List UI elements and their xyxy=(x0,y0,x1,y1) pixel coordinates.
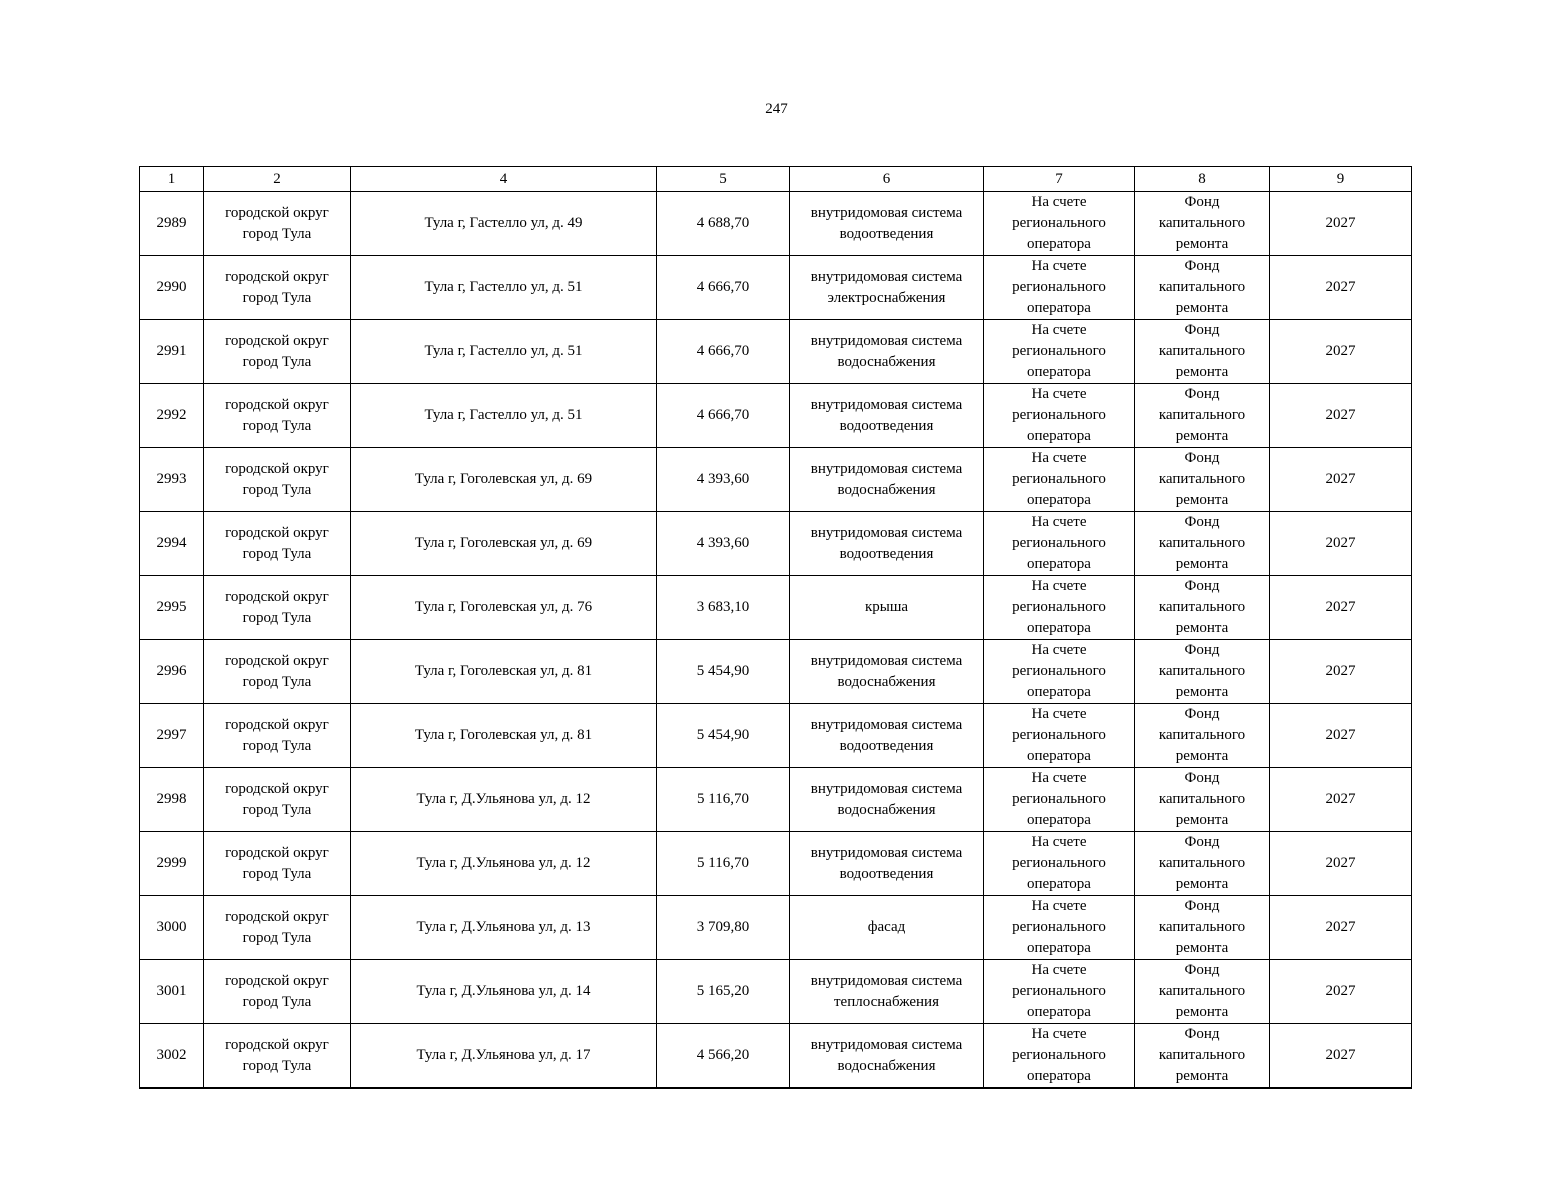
work-type-cell-line: внутридомовая система xyxy=(810,972,963,989)
fund-cell xyxy=(1135,896,1270,960)
work-type-cell xyxy=(790,512,984,576)
column-header: 2 xyxy=(204,167,351,192)
address-cell: Тула г, Гастелло ул, д. 51 xyxy=(351,384,657,448)
year-cell: 2027 xyxy=(1270,832,1412,896)
table-row xyxy=(140,384,1412,448)
area-cell: 4 393,60 xyxy=(657,512,790,576)
fund-cell xyxy=(1135,448,1270,512)
account-cell-line: регионального xyxy=(1012,535,1106,551)
account-cell-line: регионального xyxy=(1012,791,1106,807)
fund-cell-line: Фонд xyxy=(1184,962,1220,978)
work-type-cell-line: внутридомовая система xyxy=(810,780,963,797)
row-number: 2996 xyxy=(140,640,204,704)
work-type-cell-line: крыша xyxy=(864,599,909,615)
municipality-cell xyxy=(204,704,351,768)
year-cell: 2027 xyxy=(1270,256,1412,320)
work-type-cell xyxy=(790,192,984,256)
fund-cell-line: Фонд xyxy=(1184,450,1220,466)
account-cell-line: оператора xyxy=(1027,748,1091,764)
municipality-cell xyxy=(204,896,351,960)
fund-cell-line: капитального xyxy=(1158,791,1246,807)
area-cell: 3 709,80 xyxy=(657,896,790,960)
account-cell-line: На счете xyxy=(1031,514,1087,530)
account-cell-line: оператора xyxy=(1027,492,1091,508)
work-type-cell xyxy=(790,768,984,832)
fund-cell-line: капитального xyxy=(1158,855,1246,871)
fund-cell-line: ремонта xyxy=(1175,620,1229,636)
fund-cell-line: Фонд xyxy=(1184,1026,1220,1042)
area-cell: 5 454,90 xyxy=(657,640,790,704)
fund-cell-line: ремонта xyxy=(1175,556,1229,572)
municipality-cell-line: город Тула xyxy=(242,481,312,498)
column-header: 4 xyxy=(351,167,657,192)
account-cell-line: регионального xyxy=(1012,407,1106,423)
fund-cell-line: ремонта xyxy=(1175,364,1229,380)
fund-cell-line: капитального xyxy=(1158,983,1246,999)
municipality-cell-line: городской округ xyxy=(225,524,329,541)
fund-cell xyxy=(1135,192,1270,256)
fund-cell-line: ремонта xyxy=(1175,940,1229,956)
column-header: 1 xyxy=(140,167,204,192)
fund-cell xyxy=(1135,1024,1270,1089)
municipality-cell-line: город Тула xyxy=(242,353,312,370)
municipality-cell-line: город Тула xyxy=(242,289,312,306)
table-row xyxy=(140,640,1412,704)
municipality-cell-line: городской округ xyxy=(225,460,329,477)
municipality-cell-line: город Тула xyxy=(242,225,312,242)
account-cell xyxy=(984,192,1135,256)
address-cell: Тула г, Д.Ульянова ул, д. 12 xyxy=(351,768,657,832)
fund-cell-line: ремонта xyxy=(1175,1004,1229,1020)
account-cell-line: регионального xyxy=(1012,471,1106,487)
account-cell-line: оператора xyxy=(1027,684,1091,700)
account-cell xyxy=(984,896,1135,960)
account-cell xyxy=(984,1024,1135,1089)
year-cell: 2027 xyxy=(1270,1024,1412,1089)
row-number: 2995 xyxy=(140,576,204,640)
municipality-cell-line: город Тула xyxy=(242,609,312,626)
work-type-cell xyxy=(790,320,984,384)
address-cell: Тула г, Гастелло ул, д. 49 xyxy=(351,192,657,256)
year-cell: 2027 xyxy=(1270,384,1412,448)
account-cell-line: оператора xyxy=(1027,300,1091,316)
account-cell-line: оператора xyxy=(1027,620,1091,636)
municipality-cell-line: город Тула xyxy=(242,993,312,1010)
fund-cell-line: капитального xyxy=(1158,663,1246,679)
row-number: 2992 xyxy=(140,384,204,448)
municipality-cell-line: город Тула xyxy=(242,545,312,562)
fund-cell-line: ремонта xyxy=(1175,1068,1229,1084)
municipality-cell xyxy=(204,256,351,320)
municipality-cell-line: город Тула xyxy=(242,417,312,434)
work-type-cell-line: внутридомовая система xyxy=(810,524,963,541)
address-cell: Тула г, Гоголевская ул, д. 81 xyxy=(351,704,657,768)
work-type-cell xyxy=(790,576,984,640)
row-number: 2997 xyxy=(140,704,204,768)
address-cell: Тула г, Гастелло ул, д. 51 xyxy=(351,320,657,384)
municipality-cell-line: городской округ xyxy=(225,268,329,285)
fund-cell-line: капитального xyxy=(1158,407,1246,423)
account-cell-line: регионального xyxy=(1012,599,1106,615)
area-cell: 4 666,70 xyxy=(657,384,790,448)
account-cell-line: оператора xyxy=(1027,556,1091,572)
account-cell xyxy=(984,704,1135,768)
fund-cell xyxy=(1135,704,1270,768)
work-type-cell xyxy=(790,960,984,1024)
fund-cell xyxy=(1135,320,1270,384)
municipality-cell xyxy=(204,1024,351,1089)
work-type-cell-line: водоснабжения xyxy=(837,1057,936,1074)
municipality-cell-line: городской округ xyxy=(225,332,329,349)
account-cell-line: оператора xyxy=(1027,1068,1091,1084)
column-header: 6 xyxy=(790,167,984,192)
work-type-cell-line: водоотведения xyxy=(839,225,934,242)
year-cell: 2027 xyxy=(1270,512,1412,576)
fund-cell-line: ремонта xyxy=(1175,684,1229,700)
fund-cell-line: ремонта xyxy=(1175,748,1229,764)
work-type-cell-line: фасад xyxy=(867,919,906,935)
table-body xyxy=(140,192,1412,1089)
account-cell-line: регионального xyxy=(1012,663,1106,679)
account-cell xyxy=(984,832,1135,896)
account-cell-line: На счете xyxy=(1031,386,1087,402)
fund-cell-line: Фонд xyxy=(1184,258,1220,274)
municipality-cell-line: городской округ xyxy=(225,204,329,221)
municipality-cell-line: город Тула xyxy=(242,737,312,754)
fund-cell-line: Фонд xyxy=(1184,386,1220,402)
column-header: 7 xyxy=(984,167,1135,192)
fund-cell-line: Фонд xyxy=(1184,642,1220,658)
account-cell-line: На счете xyxy=(1031,450,1087,466)
table-row xyxy=(140,896,1412,960)
account-cell-line: На счете xyxy=(1031,834,1087,850)
municipality-cell xyxy=(204,384,351,448)
fund-cell xyxy=(1135,960,1270,1024)
municipality-cell-line: городской округ xyxy=(225,588,329,605)
account-cell-line: На счете xyxy=(1031,642,1087,658)
fund-cell-line: ремонта xyxy=(1175,812,1229,828)
fund-cell-line: Фонд xyxy=(1184,898,1220,914)
table-row xyxy=(140,832,1412,896)
work-type-cell-line: внутридомовая система xyxy=(810,268,963,285)
fund-cell xyxy=(1135,512,1270,576)
work-type-cell-line: внутридомовая система xyxy=(810,204,963,221)
work-type-cell-line: внутридомовая система xyxy=(810,844,963,861)
municipality-cell-line: город Тула xyxy=(242,865,312,882)
municipality-cell xyxy=(204,192,351,256)
address-cell: Тула г, Гоголевская ул, д. 81 xyxy=(351,640,657,704)
repair-register-table xyxy=(139,166,1412,1089)
work-type-cell-line: водоотведения xyxy=(839,417,934,434)
column-header: 5 xyxy=(657,167,790,192)
account-cell-line: На счете xyxy=(1031,770,1087,786)
work-type-cell-line: водоотведения xyxy=(839,737,934,754)
fund-cell-line: Фонд xyxy=(1184,770,1220,786)
fund-cell-line: ремонта xyxy=(1175,428,1229,444)
fund-cell-line: капитального xyxy=(1158,343,1246,359)
account-cell-line: регионального xyxy=(1012,215,1106,231)
year-cell: 2027 xyxy=(1270,768,1412,832)
work-type-cell-line: водоснабжения xyxy=(837,481,936,498)
row-number: 2999 xyxy=(140,832,204,896)
column-header: 9 xyxy=(1270,167,1412,192)
year-cell: 2027 xyxy=(1270,320,1412,384)
address-cell: Тула г, Гоголевская ул, д. 69 xyxy=(351,448,657,512)
work-type-cell-line: внутридомовая система xyxy=(810,1036,963,1053)
table-row xyxy=(140,960,1412,1024)
work-type-cell-line: теплоснабжения xyxy=(834,993,939,1010)
account-cell-line: регионального xyxy=(1012,279,1106,295)
fund-cell-line: ремонта xyxy=(1175,236,1229,252)
work-type-cell-line: внутридомовая система xyxy=(810,652,963,669)
address-cell: Тула г, Гоголевская ул, д. 76 xyxy=(351,576,657,640)
year-cell: 2027 xyxy=(1270,576,1412,640)
address-cell: Тула г, Д.Ульянова ул, д. 12 xyxy=(351,832,657,896)
municipality-cell xyxy=(204,768,351,832)
row-number: 2993 xyxy=(140,448,204,512)
work-type-cell-line: водоотведения xyxy=(839,865,934,882)
account-cell-line: регионального xyxy=(1012,983,1106,999)
municipality-cell-line: городской округ xyxy=(225,844,329,861)
account-cell-line: регионального xyxy=(1012,343,1106,359)
municipality-cell-line: городской округ xyxy=(225,396,329,413)
account-cell-line: регионального xyxy=(1012,919,1106,935)
row-number: 3002 xyxy=(140,1024,204,1089)
table-row xyxy=(140,256,1412,320)
row-number: 3001 xyxy=(140,960,204,1024)
area-cell: 3 683,10 xyxy=(657,576,790,640)
area-cell: 5 165,20 xyxy=(657,960,790,1024)
table-row xyxy=(140,576,1412,640)
work-type-cell-line: водоснабжения xyxy=(837,801,936,818)
work-type-cell xyxy=(790,1024,984,1089)
work-type-cell-line: внутридомовая система xyxy=(810,460,963,477)
municipality-cell xyxy=(204,512,351,576)
page-number: 247 xyxy=(765,101,788,117)
municipality-cell xyxy=(204,576,351,640)
fund-cell-line: капитального xyxy=(1158,1047,1246,1063)
fund-cell-line: Фонд xyxy=(1184,322,1220,338)
account-cell-line: На счете xyxy=(1031,578,1087,594)
fund-cell-line: капитального xyxy=(1158,599,1246,615)
account-cell-line: оператора xyxy=(1027,364,1091,380)
address-cell: Тула г, Д.Ульянова ул, д. 13 xyxy=(351,896,657,960)
municipality-cell xyxy=(204,320,351,384)
table-row xyxy=(140,192,1412,256)
fund-cell-line: капитального xyxy=(1158,215,1246,231)
work-type-cell xyxy=(790,448,984,512)
fund-cell-line: капитального xyxy=(1158,279,1246,295)
account-cell-line: На счете xyxy=(1031,1026,1087,1042)
account-cell-line: На счете xyxy=(1031,962,1087,978)
municipality-cell-line: город Тула xyxy=(242,673,312,690)
fund-cell-line: ремонта xyxy=(1175,876,1229,892)
work-type-cell-line: водоснабжения xyxy=(837,673,936,690)
table-row xyxy=(140,768,1412,832)
account-cell-line: На счете xyxy=(1031,898,1087,914)
table-row xyxy=(140,512,1412,576)
account-cell xyxy=(984,640,1135,704)
account-cell-line: На счете xyxy=(1031,322,1087,338)
fund-cell-line: капитального xyxy=(1158,535,1246,551)
address-cell: Тула г, Гастелло ул, д. 51 xyxy=(351,256,657,320)
account-cell-line: оператора xyxy=(1027,236,1091,252)
year-cell: 2027 xyxy=(1270,192,1412,256)
fund-cell-line: Фонд xyxy=(1184,706,1220,722)
row-number: 2990 xyxy=(140,256,204,320)
fund-cell-line: Фонд xyxy=(1184,194,1220,210)
account-cell xyxy=(984,256,1135,320)
fund-cell xyxy=(1135,768,1270,832)
work-type-cell xyxy=(790,256,984,320)
header-row xyxy=(140,167,1412,192)
area-cell: 4 566,20 xyxy=(657,1024,790,1089)
municipality-cell xyxy=(204,640,351,704)
municipality-cell-line: городской округ xyxy=(225,652,329,669)
area-cell: 4 393,60 xyxy=(657,448,790,512)
row-number: 2994 xyxy=(140,512,204,576)
account-cell xyxy=(984,320,1135,384)
account-cell-line: оператора xyxy=(1027,812,1091,828)
address-cell: Тула г, Д.Ульянова ул, д. 17 xyxy=(351,1024,657,1089)
year-cell: 2027 xyxy=(1270,960,1412,1024)
fund-cell-line: Фонд xyxy=(1184,578,1220,594)
municipality-cell-line: городской округ xyxy=(225,972,329,989)
work-type-cell xyxy=(790,384,984,448)
municipality-cell-line: город Тула xyxy=(242,929,312,946)
fund-cell xyxy=(1135,576,1270,640)
area-cell: 4 688,70 xyxy=(657,192,790,256)
account-cell xyxy=(984,512,1135,576)
account-cell xyxy=(984,576,1135,640)
fund-cell xyxy=(1135,256,1270,320)
fund-cell-line: капитального xyxy=(1158,727,1246,743)
area-cell: 5 116,70 xyxy=(657,768,790,832)
table-row xyxy=(140,320,1412,384)
municipality-cell-line: городской округ xyxy=(225,780,329,797)
fund-cell-line: ремонта xyxy=(1175,492,1229,508)
account-cell-line: оператора xyxy=(1027,428,1091,444)
table-row xyxy=(140,1024,1412,1089)
account-cell-line: регионального xyxy=(1012,855,1106,871)
account-cell-line: На счете xyxy=(1031,706,1087,722)
account-cell-line: оператора xyxy=(1027,940,1091,956)
year-cell: 2027 xyxy=(1270,896,1412,960)
table-header xyxy=(140,167,1412,192)
fund-cell xyxy=(1135,832,1270,896)
account-cell-line: оператора xyxy=(1027,1004,1091,1020)
address-cell: Тула г, Д.Ульянова ул, д. 14 xyxy=(351,960,657,1024)
municipality-cell-line: город Тула xyxy=(242,1057,312,1074)
work-type-cell xyxy=(790,640,984,704)
account-cell-line: регионального xyxy=(1012,727,1106,743)
account-cell xyxy=(984,384,1135,448)
work-type-cell-line: водоснабжения xyxy=(837,353,936,370)
column-header: 8 xyxy=(1135,167,1270,192)
fund-cell-line: капитального xyxy=(1158,471,1246,487)
municipality-cell xyxy=(204,448,351,512)
fund-cell-line: ремонта xyxy=(1175,300,1229,316)
area-cell: 4 666,70 xyxy=(657,256,790,320)
municipality-cell xyxy=(204,832,351,896)
work-type-cell xyxy=(790,704,984,768)
work-type-cell-line: внутридомовая система xyxy=(810,716,963,733)
account-cell xyxy=(984,448,1135,512)
table-row xyxy=(140,448,1412,512)
area-cell: 5 116,70 xyxy=(657,832,790,896)
row-number: 3000 xyxy=(140,896,204,960)
account-cell-line: регионального xyxy=(1012,1047,1106,1063)
year-cell: 2027 xyxy=(1270,640,1412,704)
account-cell-line: На счете xyxy=(1031,194,1087,210)
work-type-cell-line: внутридомовая система xyxy=(810,396,963,413)
work-type-cell-line: водоотведения xyxy=(839,545,934,562)
area-cell: 5 454,90 xyxy=(657,704,790,768)
account-cell-line: На счете xyxy=(1031,258,1087,274)
row-number: 2989 xyxy=(140,192,204,256)
municipality-cell-line: городской округ xyxy=(225,1036,329,1053)
work-type-cell-line: электроснабжения xyxy=(827,289,946,306)
year-cell: 2027 xyxy=(1270,704,1412,768)
fund-cell-line: Фонд xyxy=(1184,514,1220,530)
fund-cell xyxy=(1135,640,1270,704)
account-cell-line: оператора xyxy=(1027,876,1091,892)
work-type-cell-line: внутридомовая система xyxy=(810,332,963,349)
area-cell: 4 666,70 xyxy=(657,320,790,384)
table-row xyxy=(140,704,1412,768)
fund-cell-line: Фонд xyxy=(1184,834,1220,850)
account-cell xyxy=(984,768,1135,832)
account-cell xyxy=(984,960,1135,1024)
fund-cell xyxy=(1135,384,1270,448)
municipality-cell-line: городской округ xyxy=(225,908,329,925)
fund-cell-line: капитального xyxy=(1158,919,1246,935)
municipality-cell xyxy=(204,960,351,1024)
work-type-cell xyxy=(790,832,984,896)
year-cell: 2027 xyxy=(1270,448,1412,512)
municipality-cell-line: городской округ xyxy=(225,716,329,733)
municipality-cell-line: город Тула xyxy=(242,801,312,818)
row-number: 2991 xyxy=(140,320,204,384)
work-type-cell xyxy=(790,896,984,960)
row-number: 2998 xyxy=(140,768,204,832)
address-cell: Тула г, Гоголевская ул, д. 69 xyxy=(351,512,657,576)
